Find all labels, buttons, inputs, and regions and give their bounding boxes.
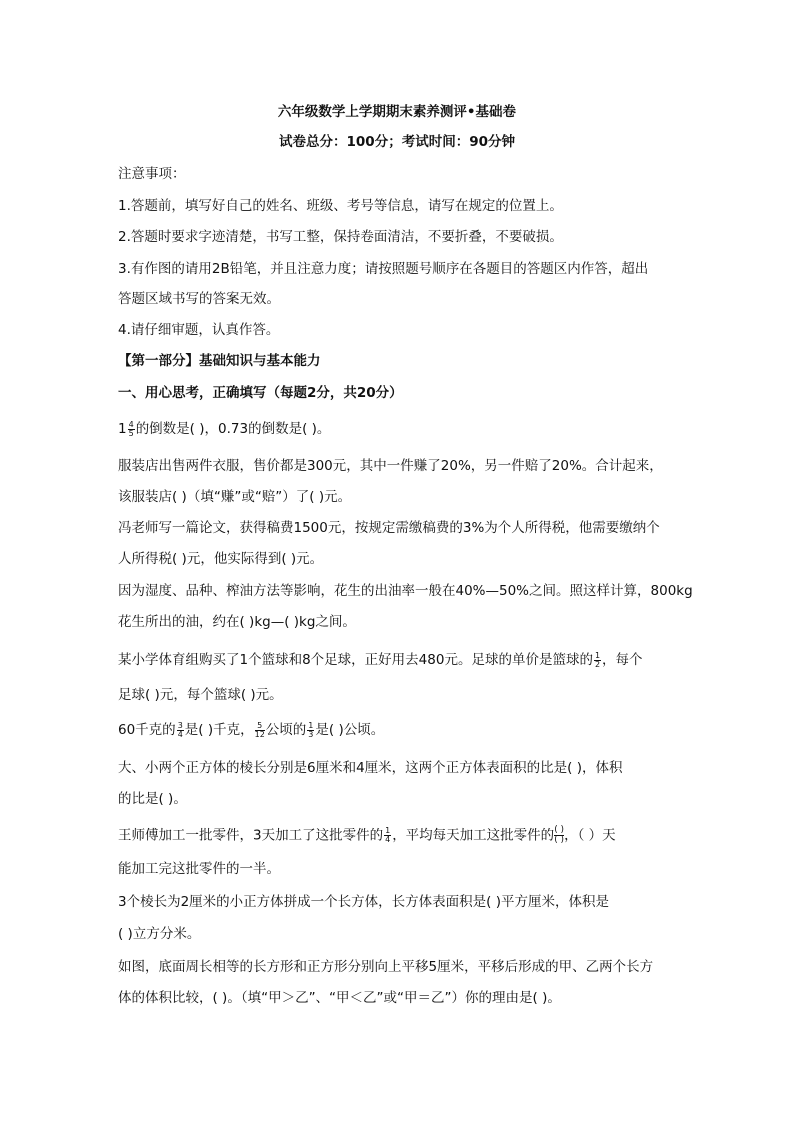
- mixed-number-whole: 1: [118, 421, 127, 437]
- question-3-line-2: 人所得税( )元，他实际得到( )元。: [118, 551, 324, 567]
- question-4-line-2: 花生所出的油，约在( )kg—( )kg之间。: [118, 614, 356, 630]
- question-10-line-1: 如图，底面周长相等的长方形和正方形分别向上平移5厘米，平移后形成的甲、乙两个长方: [118, 959, 654, 975]
- section-title: 一、用心思考，正确填写（每题2分，共20分）: [118, 385, 403, 401]
- question-10-line-2: 体的体积比较，( )。（填“甲＞乙”、“甲＜乙”或“甲＝乙”）你的理由是( )。: [118, 990, 561, 1006]
- question-5-line-1: 某小学体育组购买了1个篮球和8个足球，正好用去480元。足球的单价是篮球的 $\frac{1}{2}$ ，每个: [118, 650, 643, 669]
- question-7-line-2: 的比是( )。: [118, 791, 187, 807]
- question-9-line-1: 3个棱长为2厘米的小正方体拼成一个长方体，长方体表面积是( )平方厘米，体积是: [118, 894, 610, 910]
- fraction: $\frac{1}{3}$: [308, 720, 314, 739]
- fraction: $\frac{3}{4}$: [177, 720, 183, 739]
- notice-item: 2.答题时要求字迹清楚，书写工整，保持卷面清洁，不要折叠，不要破损。: [118, 229, 563, 245]
- question-2-line-1: 服装店出售两件衣服，售价都是300元，其中一件赚了20%，另一件赔了20%。合计起来，: [118, 458, 663, 474]
- question-1: [118, 420, 678, 438]
- fraction: $\frac{4}{5}$: [128, 419, 134, 438]
- exam-title: 六年级数学上学期期末素养测评•基础卷: [277, 104, 517, 120]
- fraction: $\frac{1}{2}$: [594, 650, 601, 669]
- question-9-line-2: ( )立方分米。: [118, 926, 201, 942]
- question-text: 的倒数是( )，0.73的倒数是( )。: [135, 421, 331, 437]
- part-title: 【第一部分】基础知识与基本能力: [118, 353, 321, 369]
- question-3-line-1: 冯老师写一篇论文，获得稿费1500元，按规定需缴稿费的3%为个人所得税，他需要缴纳个: [118, 520, 660, 536]
- notice-item: 3.有作图的请用2B铅笔，并且注意力度；请按照题号顺序在各题目的答题区内作答，超出: [118, 261, 649, 277]
- question-8-line-2: 能加工完这批零件的一半。: [118, 861, 280, 877]
- notice-item: 1.答题前，填写好自己的姓名、班级、考号等信息，请写在规定的位置上。: [118, 198, 563, 214]
- question-4-line-1: 因为湿度、品种、榨油方法等影响，花生的出油率一般在40%—50%之间。照这样计算，800kg: [118, 583, 693, 599]
- fraction: $\frac{1}{4}$: [385, 826, 391, 844]
- question-8-line-1: 王师傅加工一批零件，3天加工了这批零件的 $\frac{1}{4}$ ，平均每天加工这批零件的 $\frac{( )}{( )}$ ，（ ）天: [118, 825, 616, 845]
- notice-heading: 注意事项：: [118, 166, 186, 182]
- fraction: $\frac{5}{12}$: [254, 720, 265, 739]
- exam-subtitle: 试卷总分：100分；考试时间：90分钟: [279, 134, 515, 150]
- question-2-line-2: 该服装店( )（填“赚”或“赔”）了( )元。: [118, 489, 352, 505]
- blank-fraction: $\frac{( )}{( )}$: [554, 825, 565, 845]
- question-5-line-2: 足球( )元，每个篮球( )元。: [118, 687, 283, 703]
- question-7-line-1: 大、小两个正方体的棱长分别是6厘米和4厘米，这两个正方体表面积的比是( )，体积: [118, 760, 623, 776]
- question-6: 60千克的 $\frac{3}{4}$ 是( )千克， $\frac{5}{12}$ 公顷的 $\frac{1}{3}$ 是( )公顷。: [118, 720, 385, 739]
- notice-item-continued: 答题区域书写的答案无效。: [118, 291, 280, 307]
- notice-item: 4.请仔细审题，认真作答。: [118, 322, 280, 338]
